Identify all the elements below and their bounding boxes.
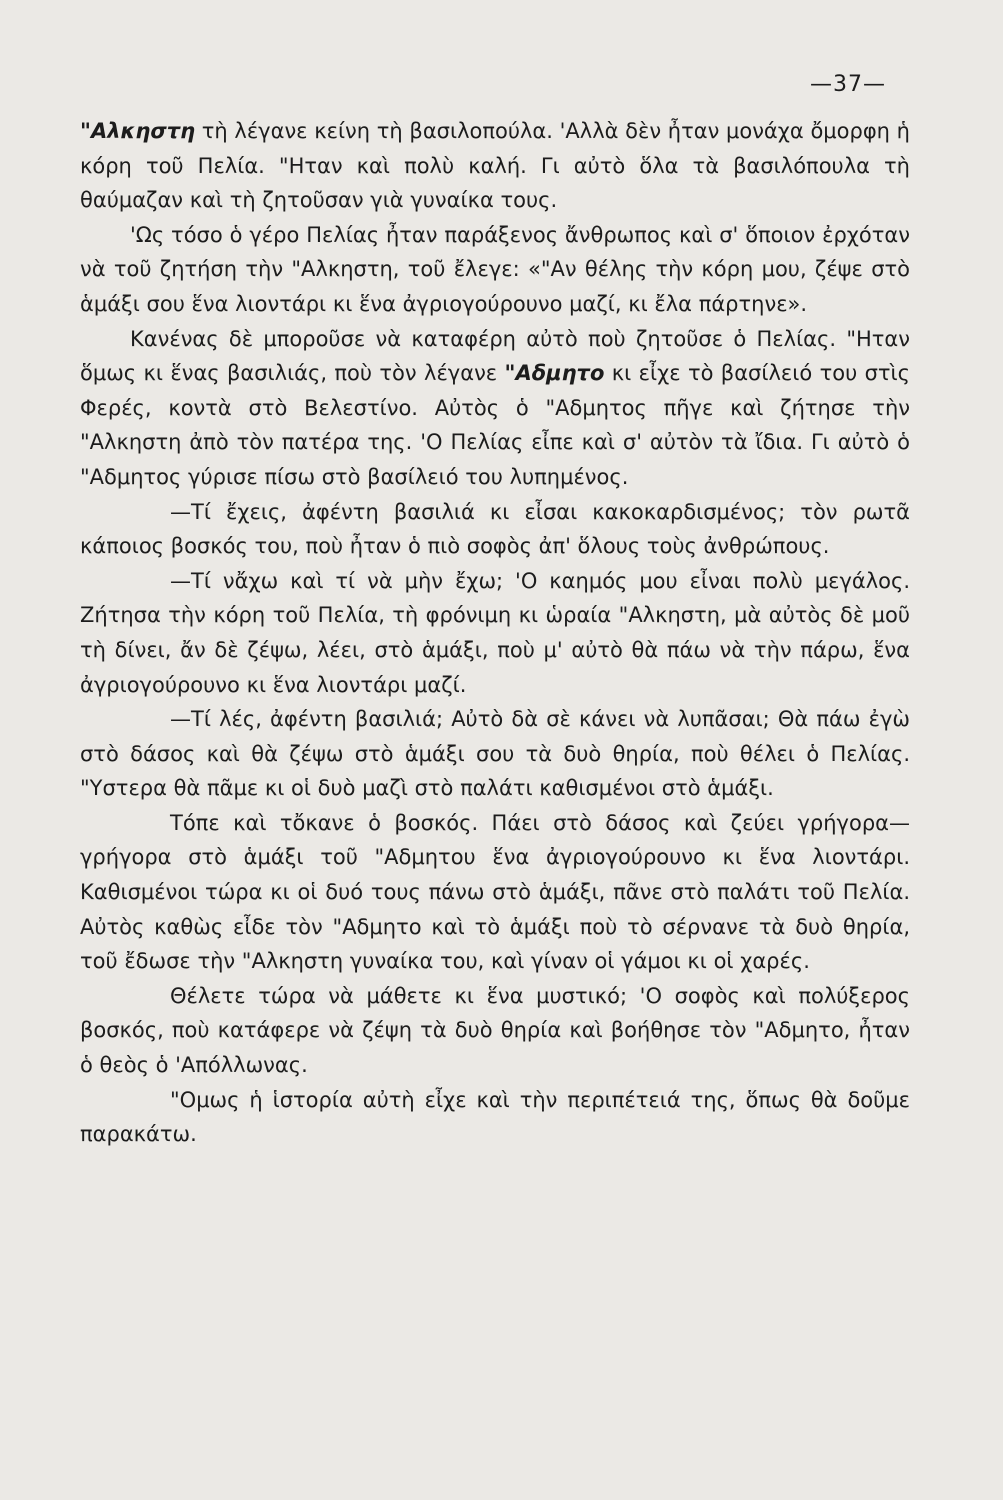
paragraph-8: Θέλετε τώρα νὰ μάθετε κι ἕνα μυστικό; 'Ο σοφὸς καὶ πολύξερος βοσκός, ποὺ κατάφερε νὰ ζέψη τὰ δυὸ θηρία καὶ βοήθησε τὸν "Αδμητο, ἦταν ὁ θεὸς ὁ 'Απόλλωνας. <box>80 983 910 1078</box>
paragraph-1 <box>80 114 910 218</box>
paragraph-3 <box>80 322 910 495</box>
emphasized-name: "Αλκηστη <box>80 119 196 143</box>
paragraph-text-after: κι εἶχε τὸ βασίλειό του στὶς Φερές, κοντὰ στὸ Βελεστίνο. Αὐτὸς ὁ "Αδμητος πῆγε καὶ ζήτησε τὴν "Αλκηστη ἀπὸ τὸν πατέρα της. 'Ο Πελίας εἶπε καὶ σ' αὐτὸν τὰ ἴδια. Γι αὐτὸ ὁ "Αδμητος γύρισε πίσω στὸ βασίλειό του λυπημένος. <box>80 361 910 489</box>
paragraph-2: 'Ως τόσο ὁ γέρο Πελίας ἦταν παράξενος ἄνθρωπος καὶ σ' ὅποιον ἐρχόταν νὰ τοῦ ζητήση τὴν "Αλκηστη, τοῦ ἔλεγε: «"Αν θέλης τὴν κόρη μου, ζέψε στὸ ἁμάξι σου ἕνα λιοντάρι κι ἕνα ἀγριογούρουνο μαζί, κι ἔλα πάρτηνε». <box>80 222 910 316</box>
page-number: —37— <box>810 72 886 97</box>
emphasized-name: "Αδμητο <box>504 361 605 386</box>
paragraph-7: Τόπε καὶ τὄκανε ὁ βοσκός. Πάει στὸ δάσος καὶ ζεύει γρήγορα—γρήγορα στὸ ἁμάξι τοῦ "Αδμητου ἕνα ἀγριογούρουνο κι ἕνα λιοντάρι. Καθισμένοι τώρα κι οἱ δυό τους πάνω στὸ ἁμάξι, πᾶνε στὸ παλάτι τοῦ Πελία. Αὐτὸς καθὼς εἶδε τὸν "Αδμητο καὶ τὸ ἁμάξι ποὺ τὸ σέρνανε τὰ δυὸ θηρία, τοῦ ἔδωσε τὴν "Αλκηστη γυναίκα του, καὶ γίναν οἱ γάμοι κι οἱ χαρές. <box>80 810 910 974</box>
paragraph-text: τὴ λέγανε κείνη τὴ βασιλοπούλα. 'Αλλὰ δὲν ἦταν μονάχα ὄμορφη ἡ κόρη τοῦ Πελία. "Ηταν καὶ πολὺ καλή. Γι αὐτὸ ὅλα τὰ βασιλόπουλα τὴ θαύμαζαν καὶ τὴ ζητοῦσαν γιὰ γυναίκα τους. <box>80 119 910 213</box>
dialogue-paragraph-2: —Τί νἄχω καὶ τί νὰ μὴν ἔχω; 'Ο καημός μου εἶναι πολὺ μεγάλος. Ζήτησα τὴν κόρη τοῦ Πελία, τὴ φρόνιμη κι ὡραία "Αλκηστη, μὰ αὐτὸς δὲ μοῦ τὴ δίνει, ἄν δὲ ζέψω, λέει, στὸ ἁμάξι, ποὺ μ' αὐτὸ θὰ πάω νὰ τὴν πάρω, ἕνα ἀγριογούρουνο κι ἕνα λιοντάρι μαζί. <box>80 568 910 697</box>
body-text <box>80 114 910 1152</box>
dialogue-paragraph-3: —Τί λές, ἀφέντη βασιλιά; Αὐτὸ δὰ σὲ κάνει νὰ λυπᾶσαι; Θὰ πάω ἐγὼ στὸ δάσος καὶ θὰ ζέψω στὸ ἁμάξι σου τὰ δυὸ θηρία, ποὺ θέλει ὁ Πελίας. "Υστερα θὰ πᾶμε κι οἱ δυὸ μαζὶ στὸ παλάτι καθισμένοι στὸ ἁμάξι. <box>80 707 910 801</box>
dialogue-paragraph-1: —Τί ἔχεις, ἀφέντη βασιλιά κι εἶσαι κακοκαρδισμένος; τὸν ρωτᾶ κάποιος βοσκός του, ποὺ ἦταν ὁ πιὸ σοφὸς ἀπ' ὅλους τοὺς ἀνθρώπους. <box>80 499 910 559</box>
paragraph-9: "Ομως ἡ ἱστορία αὐτὴ εἶχε καὶ τὴν περιπέτειά της, ὅπως θὰ δοῦμε παρακάτω. <box>80 1087 910 1147</box>
paragraph-text: Κανένας δὲ μποροῦσε νὰ καταφέρη αὐτὸ ποὺ ζητοῦσε ὁ Πελίας. "Ηταν ὅμως κι ἕνας βασιλιάς, ποὺ τὸν λέγανε <box>80 326 910 386</box>
